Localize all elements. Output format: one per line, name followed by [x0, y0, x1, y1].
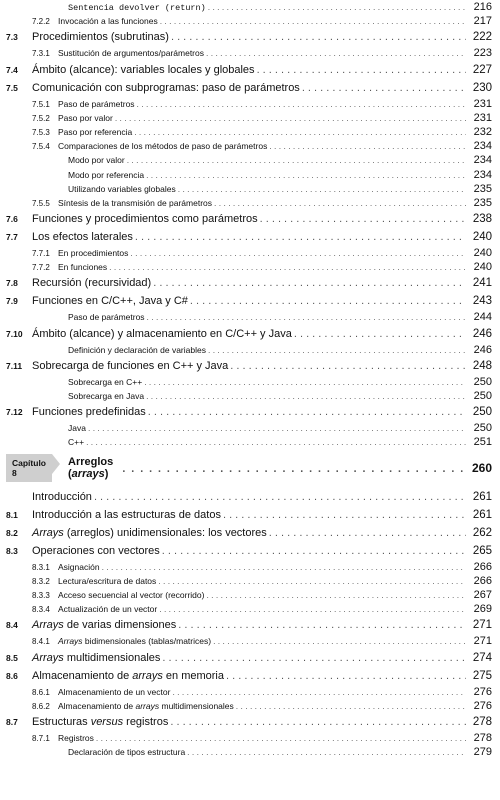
leader-dots — [302, 79, 466, 97]
toc-entry — [6, 560, 492, 574]
section-title: Arrays de varias dimensiones — [32, 619, 177, 632]
leader-dots — [153, 274, 466, 292]
leader-dots — [147, 310, 466, 324]
toc-entry — [6, 488, 492, 506]
page-number: 266 — [473, 574, 492, 587]
toc-entry — [6, 196, 492, 210]
leader-dots — [190, 292, 466, 310]
leader-dots — [170, 713, 466, 731]
toc-entry — [6, 325, 492, 343]
toc-entry — [6, 125, 492, 139]
section-number: 7.7 — [6, 232, 18, 243]
section-number: 8.3.1 — [32, 562, 50, 572]
section-number: 8.3.2 — [32, 576, 50, 586]
toc-entry — [6, 79, 492, 97]
leader-dots — [135, 228, 466, 246]
toc-entry — [6, 713, 492, 731]
leader-dots — [178, 616, 466, 634]
section-number: 7.8 — [6, 278, 18, 289]
section-number: 8.3.3 — [32, 590, 50, 600]
toc-entry — [6, 699, 492, 713]
page-number: 235 — [473, 196, 492, 209]
section-title: Paso por referencia — [58, 126, 133, 137]
toc-entry — [6, 574, 492, 588]
section-title: Actualización de un vector — [58, 604, 158, 615]
page-number: 216 — [473, 1, 492, 13]
page-number: 279 — [473, 746, 492, 759]
section-title: En funciones — [58, 262, 108, 273]
section-title: Paso de parámetros — [58, 98, 135, 109]
toc-bottom-section — [0, 488, 500, 760]
toc-entry — [6, 343, 492, 357]
toc-entry — [6, 731, 492, 745]
section-title: Almacenamiento de arrays multidimensionales — [58, 700, 234, 711]
page-number: 240 — [473, 247, 492, 260]
chapter-label: Capítulo 8 — [6, 454, 52, 482]
leader-dots — [115, 111, 466, 125]
section-title: Lectura/escritura de datos — [58, 575, 157, 586]
page-number: 222 — [472, 31, 492, 44]
section-title: Sentencia devolver (return) — [68, 3, 206, 13]
section-title: Ámbito (alcance): variables locales y globales — [32, 63, 255, 76]
page-number: 250 — [473, 390, 492, 402]
section-title: Procedimientos (subrutinas) — [32, 31, 169, 44]
toc-entry — [6, 310, 492, 324]
section-title: Comunicación con subprogramas: paso de parámetros — [32, 81, 300, 94]
toc-entry — [6, 139, 492, 153]
leader-dots — [162, 649, 466, 667]
leader-dots — [269, 139, 466, 153]
section-number: 7.5.4 — [32, 142, 50, 152]
page-number: 231 — [473, 111, 492, 124]
leader-dots — [206, 588, 466, 602]
leader-dots — [294, 325, 466, 343]
page-number: 234 — [473, 168, 492, 181]
section-title: Sobrecarga de funciones en C++ y Java — [32, 359, 229, 372]
toc-entry — [6, 97, 492, 111]
toc-entry — [6, 634, 492, 648]
leader-dots — [134, 125, 466, 139]
toc-entry — [6, 403, 492, 421]
page-number: 271 — [473, 635, 492, 648]
section-number: 7.4 — [6, 64, 18, 75]
page-number: 276 — [473, 685, 492, 698]
leader-dots — [178, 182, 466, 196]
section-title: Introducción — [32, 490, 92, 503]
page-number: 266 — [473, 560, 492, 573]
toc-entry — [6, 292, 492, 310]
leader-dots — [226, 667, 466, 685]
section-number: 8.3.4 — [32, 605, 50, 615]
leader-dots — [146, 168, 466, 182]
page-number: 241 — [472, 277, 492, 290]
section-title: Utilizando variables globales — [68, 183, 176, 194]
page-number: 275 — [472, 669, 492, 682]
page-number: 246 — [473, 343, 492, 356]
page-number: 250 — [472, 406, 492, 419]
section-title: Sobrecarga en C++ — [68, 376, 143, 387]
chapter-page-number: 260 — [471, 460, 492, 475]
section-number: 7.10 — [6, 328, 23, 339]
leader-dots — [214, 196, 466, 210]
leader-dots — [146, 389, 466, 403]
toc-entry — [6, 649, 492, 667]
page-number: 234 — [473, 154, 492, 167]
toc-entry — [6, 435, 492, 449]
page-number: 235 — [473, 182, 492, 195]
leader-dots — [260, 210, 466, 228]
section-title: C++ — [68, 437, 85, 448]
toc-entry — [6, 153, 492, 167]
section-title: Almacenamiento de arrays en memoria — [32, 669, 224, 682]
section-title: Invocación a las funciones — [58, 16, 158, 27]
section-number: 8.4 — [6, 620, 18, 631]
section-title: Sobrecarga en Java — [68, 391, 145, 401]
leader-dots — [130, 246, 466, 260]
toc-entry — [6, 588, 492, 602]
toc-entry — [6, 61, 492, 79]
page-number: 261 — [472, 508, 492, 521]
page-number: 278 — [473, 731, 492, 744]
section-title: Modo por valor — [68, 155, 125, 166]
section-title: Paso por valor — [58, 112, 113, 123]
leader-dots — [96, 731, 466, 745]
leader-dots — [148, 403, 466, 421]
section-title: En procedimientos — [58, 248, 129, 259]
section-number: 8.1 — [6, 509, 18, 520]
section-title: Arrays multidimensionales — [32, 651, 161, 664]
section-title: Introducción a las estructuras de datos — [32, 508, 221, 521]
toc-entry — [6, 506, 492, 524]
toc-entry — [6, 168, 492, 182]
page-number: 234 — [473, 140, 492, 153]
section-number: 8.6 — [6, 670, 18, 681]
page-number: 250 — [473, 422, 492, 435]
section-number: 8.4.1 — [32, 637, 50, 647]
leader-dots — [86, 435, 466, 449]
section-number: 7.2.2 — [32, 17, 50, 27]
section-number: 7.3.1 — [32, 49, 50, 59]
section-title: Declaración de tipos estructura — [68, 747, 186, 758]
page-number: 231 — [473, 97, 492, 110]
section-number: 7.7.2 — [32, 263, 50, 273]
page-number: 248 — [472, 359, 492, 372]
leader-dots — [206, 46, 466, 60]
toc-entry — [6, 14, 492, 28]
page-number: 240 — [472, 231, 492, 244]
page-number: 243 — [472, 295, 492, 308]
leader-dots — [172, 685, 466, 699]
page-number: 246 — [472, 327, 492, 340]
page-number: 271 — [472, 619, 492, 632]
leader-dots — [269, 524, 466, 542]
section-number: 7.5.3 — [32, 127, 50, 137]
toc-entry — [6, 602, 492, 616]
section-title: Acceso secuencial al vector (recorrido) — [58, 589, 205, 600]
toc-entry — [6, 246, 492, 260]
page-number: 274 — [472, 651, 492, 664]
leader-dots — [213, 634, 466, 648]
page-number: 278 — [472, 715, 492, 728]
section-title: Java — [68, 423, 86, 434]
section-title: Recursión (recursividad) — [32, 277, 152, 290]
page-number: 217 — [473, 15, 492, 28]
page-number: 265 — [472, 544, 492, 557]
section-title: Sustitución de argumentos/parámetros — [58, 48, 204, 59]
toc-entry — [6, 421, 492, 435]
page-number: 232 — [473, 125, 492, 138]
toc-entry — [6, 524, 492, 542]
leader-dots — [88, 421, 466, 435]
toc-entry — [6, 260, 492, 274]
section-number: 7.5.1 — [32, 99, 50, 109]
section-title: Funciones predefinidas — [32, 406, 146, 419]
section-title: Comparaciones de los métodos de paso de parámetros — [58, 141, 268, 152]
page-number: 244 — [473, 311, 492, 324]
toc-entry — [6, 542, 492, 560]
section-number: 7.5 — [6, 82, 18, 93]
toc-entry — [6, 685, 492, 699]
toc-entry — [6, 210, 492, 228]
section-title: Los efectos laterales — [32, 231, 133, 244]
toc-entry — [6, 375, 492, 389]
leader-dots — [208, 0, 466, 14]
leader-dots — [102, 560, 466, 574]
leader-dots — [159, 602, 466, 616]
section-number: 8.2 — [6, 527, 18, 538]
section-number: 8.6.1 — [32, 687, 50, 697]
section-title: Síntesis de la transmisión de parámetros — [58, 197, 213, 208]
toc-entry — [6, 111, 492, 125]
page-number: 238 — [472, 213, 492, 226]
section-title: Arrays (arreglos) unidimensionales: los vectores — [32, 526, 267, 539]
page-number: 230 — [472, 81, 492, 94]
page-number: 269 — [473, 603, 492, 616]
leader-dots — [236, 699, 466, 713]
toc-entry — [6, 46, 492, 60]
page-number: 261 — [472, 490, 492, 503]
toc-entry — [6, 28, 492, 46]
section-title: Asignación — [58, 561, 100, 572]
toc-entry — [6, 389, 492, 403]
page-number: 223 — [473, 47, 492, 60]
leader-dots — [171, 28, 466, 46]
section-number: 7.9 — [6, 296, 18, 307]
page-number: 250 — [473, 375, 492, 388]
leader-dots — [162, 542, 466, 560]
section-title: Paso de parámetros — [68, 312, 145, 323]
section-number: 7.12 — [6, 407, 23, 418]
section-title: Funciones en C/C++, Java y C# — [32, 295, 188, 308]
leader-dots — [158, 574, 466, 588]
section-title: Funciones y procedimientos como parámetros — [32, 213, 258, 226]
leader-dots — [122, 459, 466, 477]
toc-entry — [6, 667, 492, 685]
leader-dots — [137, 97, 466, 111]
page-number: 267 — [473, 588, 492, 601]
leader-dots — [208, 343, 466, 357]
toc-entry — [6, 745, 492, 759]
leader-dots — [94, 488, 466, 506]
section-number: 7.3 — [6, 32, 18, 43]
leader-dots — [257, 61, 466, 79]
leader-dots — [144, 375, 466, 389]
page-number: 227 — [472, 63, 492, 76]
section-title: Registros — [58, 732, 94, 743]
section-number: 8.6.2 — [32, 701, 50, 711]
leader-dots — [127, 153, 466, 167]
section-number: 7.11 — [6, 360, 23, 371]
leader-dots — [230, 357, 466, 375]
section-number: 8.7.1 — [32, 733, 50, 743]
toc-entry — [6, 616, 492, 634]
page-number: 276 — [473, 699, 492, 712]
section-title: Arrays bidimensionales (tablas/matrices) — [58, 636, 212, 647]
section-title: Definición y declaración de variables — [68, 344, 206, 355]
toc-entry — [6, 0, 492, 14]
section-number: 8.3 — [6, 545, 18, 556]
chapter-title: Arreglos (arrays) — [68, 455, 114, 480]
page-number: 240 — [473, 261, 492, 274]
page-number: 251 — [473, 436, 492, 449]
section-number: 8.7 — [6, 716, 18, 727]
section-title: Operaciones con vectores — [32, 544, 160, 557]
toc-entry — [6, 357, 492, 375]
section-number: 7.5.5 — [32, 198, 50, 208]
leader-dots — [160, 14, 466, 28]
section-title: Almacenamiento de un vector — [58, 686, 171, 697]
page-number: 262 — [472, 526, 492, 539]
leader-dots — [109, 260, 466, 274]
toc-entry — [6, 182, 492, 196]
chapter-heading — [0, 455, 500, 480]
section-title: Ámbito (alcance) y almacenamiento en C/C++ y Java — [32, 327, 292, 340]
leader-dots — [187, 745, 466, 759]
toc-entry — [6, 228, 492, 246]
section-title: Estructuras versus registros — [32, 715, 169, 728]
section-number: 7.5.2 — [32, 113, 50, 123]
section-number: 7.7.1 — [32, 249, 50, 259]
toc-entry — [6, 274, 492, 292]
leader-dots — [223, 506, 466, 524]
section-title: Modo por referencia — [68, 169, 145, 180]
section-number: 7.6 — [6, 214, 18, 225]
section-number: 8.5 — [6, 652, 18, 663]
